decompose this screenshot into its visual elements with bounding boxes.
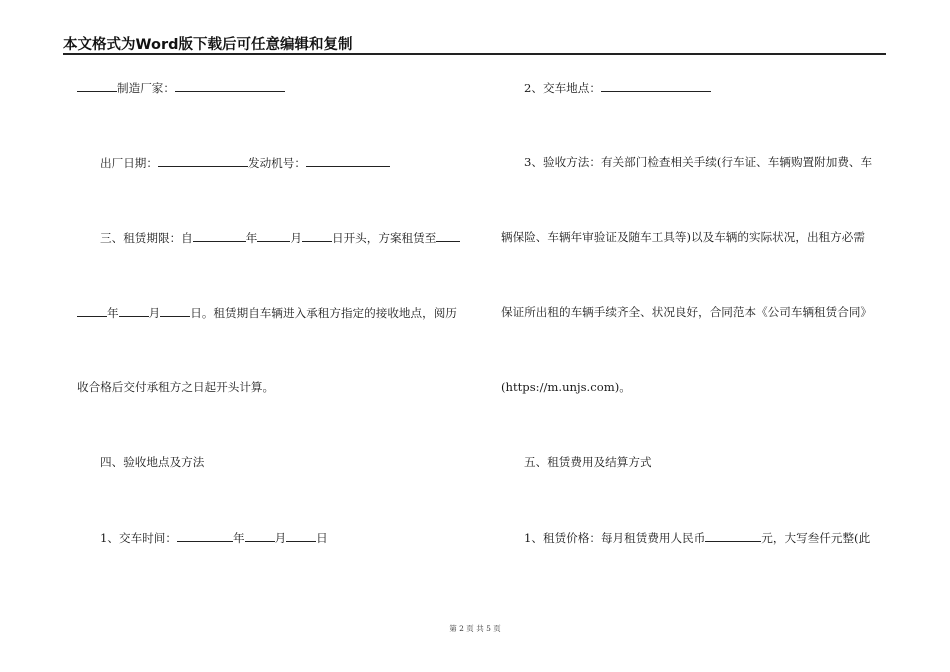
method-line-2: 辆保险、车辆年审验证及随车工具等)以及车辆的实际状况，出租方必需 <box>501 230 865 244</box>
method-line-4: (https://m.unjs.com)。 <box>501 380 631 394</box>
blank-field <box>705 530 761 542</box>
day-label: 日 <box>316 531 328 545</box>
price-line <box>524 530 870 545</box>
delivery-place-label: 2、交车地点： <box>524 81 601 95</box>
blank-field <box>77 80 117 92</box>
blank-field <box>302 230 332 242</box>
term-end-text: 日。租赁期自车辆进入承租方指定的接收地点，阅历 <box>190 306 457 320</box>
delivery-time-line <box>100 530 328 545</box>
blank-field <box>436 230 460 242</box>
year-label: 年 <box>232 531 245 545</box>
blank-field <box>245 530 275 542</box>
blank-field <box>160 305 190 317</box>
blank-field <box>306 155 390 167</box>
delivery-place-line <box>524 80 711 95</box>
engine-label: 发动机号： <box>247 156 306 170</box>
page-header <box>63 31 886 55</box>
page-footer: 第 2 页 共 5 页 <box>449 624 501 633</box>
term-line-2 <box>77 305 457 320</box>
blank-field <box>177 530 233 542</box>
header-title: 本文格式为Word版下载后可任意编辑和复制 <box>63 37 353 53</box>
month-label: 月 <box>274 531 287 545</box>
blank-field <box>158 155 248 167</box>
year-label: 年 <box>107 306 119 320</box>
month-label: 月 <box>290 231 302 245</box>
blank-field <box>257 230 290 242</box>
blank-field <box>286 530 316 542</box>
manufacturer-line <box>77 80 285 95</box>
delivery-time-label: 1、交车时间： <box>100 531 177 545</box>
price-prefix: 1、租赁价格：每月租赁费用人民币 <box>524 531 706 545</box>
price-suffix: 元，大写叁仟元整(此 <box>761 531 871 545</box>
blank-field <box>175 80 285 92</box>
section-4-heading: 四、验收地点及方法 <box>100 455 205 469</box>
blank-field <box>193 230 246 242</box>
blank-field <box>601 80 711 92</box>
manufacturer-label: 制造厂家： <box>117 81 175 95</box>
section-5-heading: 五、租赁费用及结算方式 <box>524 455 652 469</box>
year-label: 年 <box>245 231 258 245</box>
blank-field <box>77 305 107 317</box>
method-line-3: 保证所出租的车辆手续齐全、状况良好，合同范本《公司车辆租赁合同》 <box>501 305 873 319</box>
term-line-1 <box>100 230 460 245</box>
term-line-3: 收合格后交付承租方之日起开头计算。 <box>77 380 275 394</box>
method-line-1: 3、验收方法：有关部门检查相关手续(行车证、车辆购置附加费、车 <box>524 155 873 169</box>
month-label: 月 <box>148 306 161 320</box>
date-engine-line <box>100 155 390 170</box>
blank-field <box>119 305 149 317</box>
term-start-text: 日开头，方案租赁至 <box>331 231 437 245</box>
term-prefix: 三、租赁期限：自 <box>100 231 193 245</box>
date-label: 出厂日期： <box>100 156 158 170</box>
